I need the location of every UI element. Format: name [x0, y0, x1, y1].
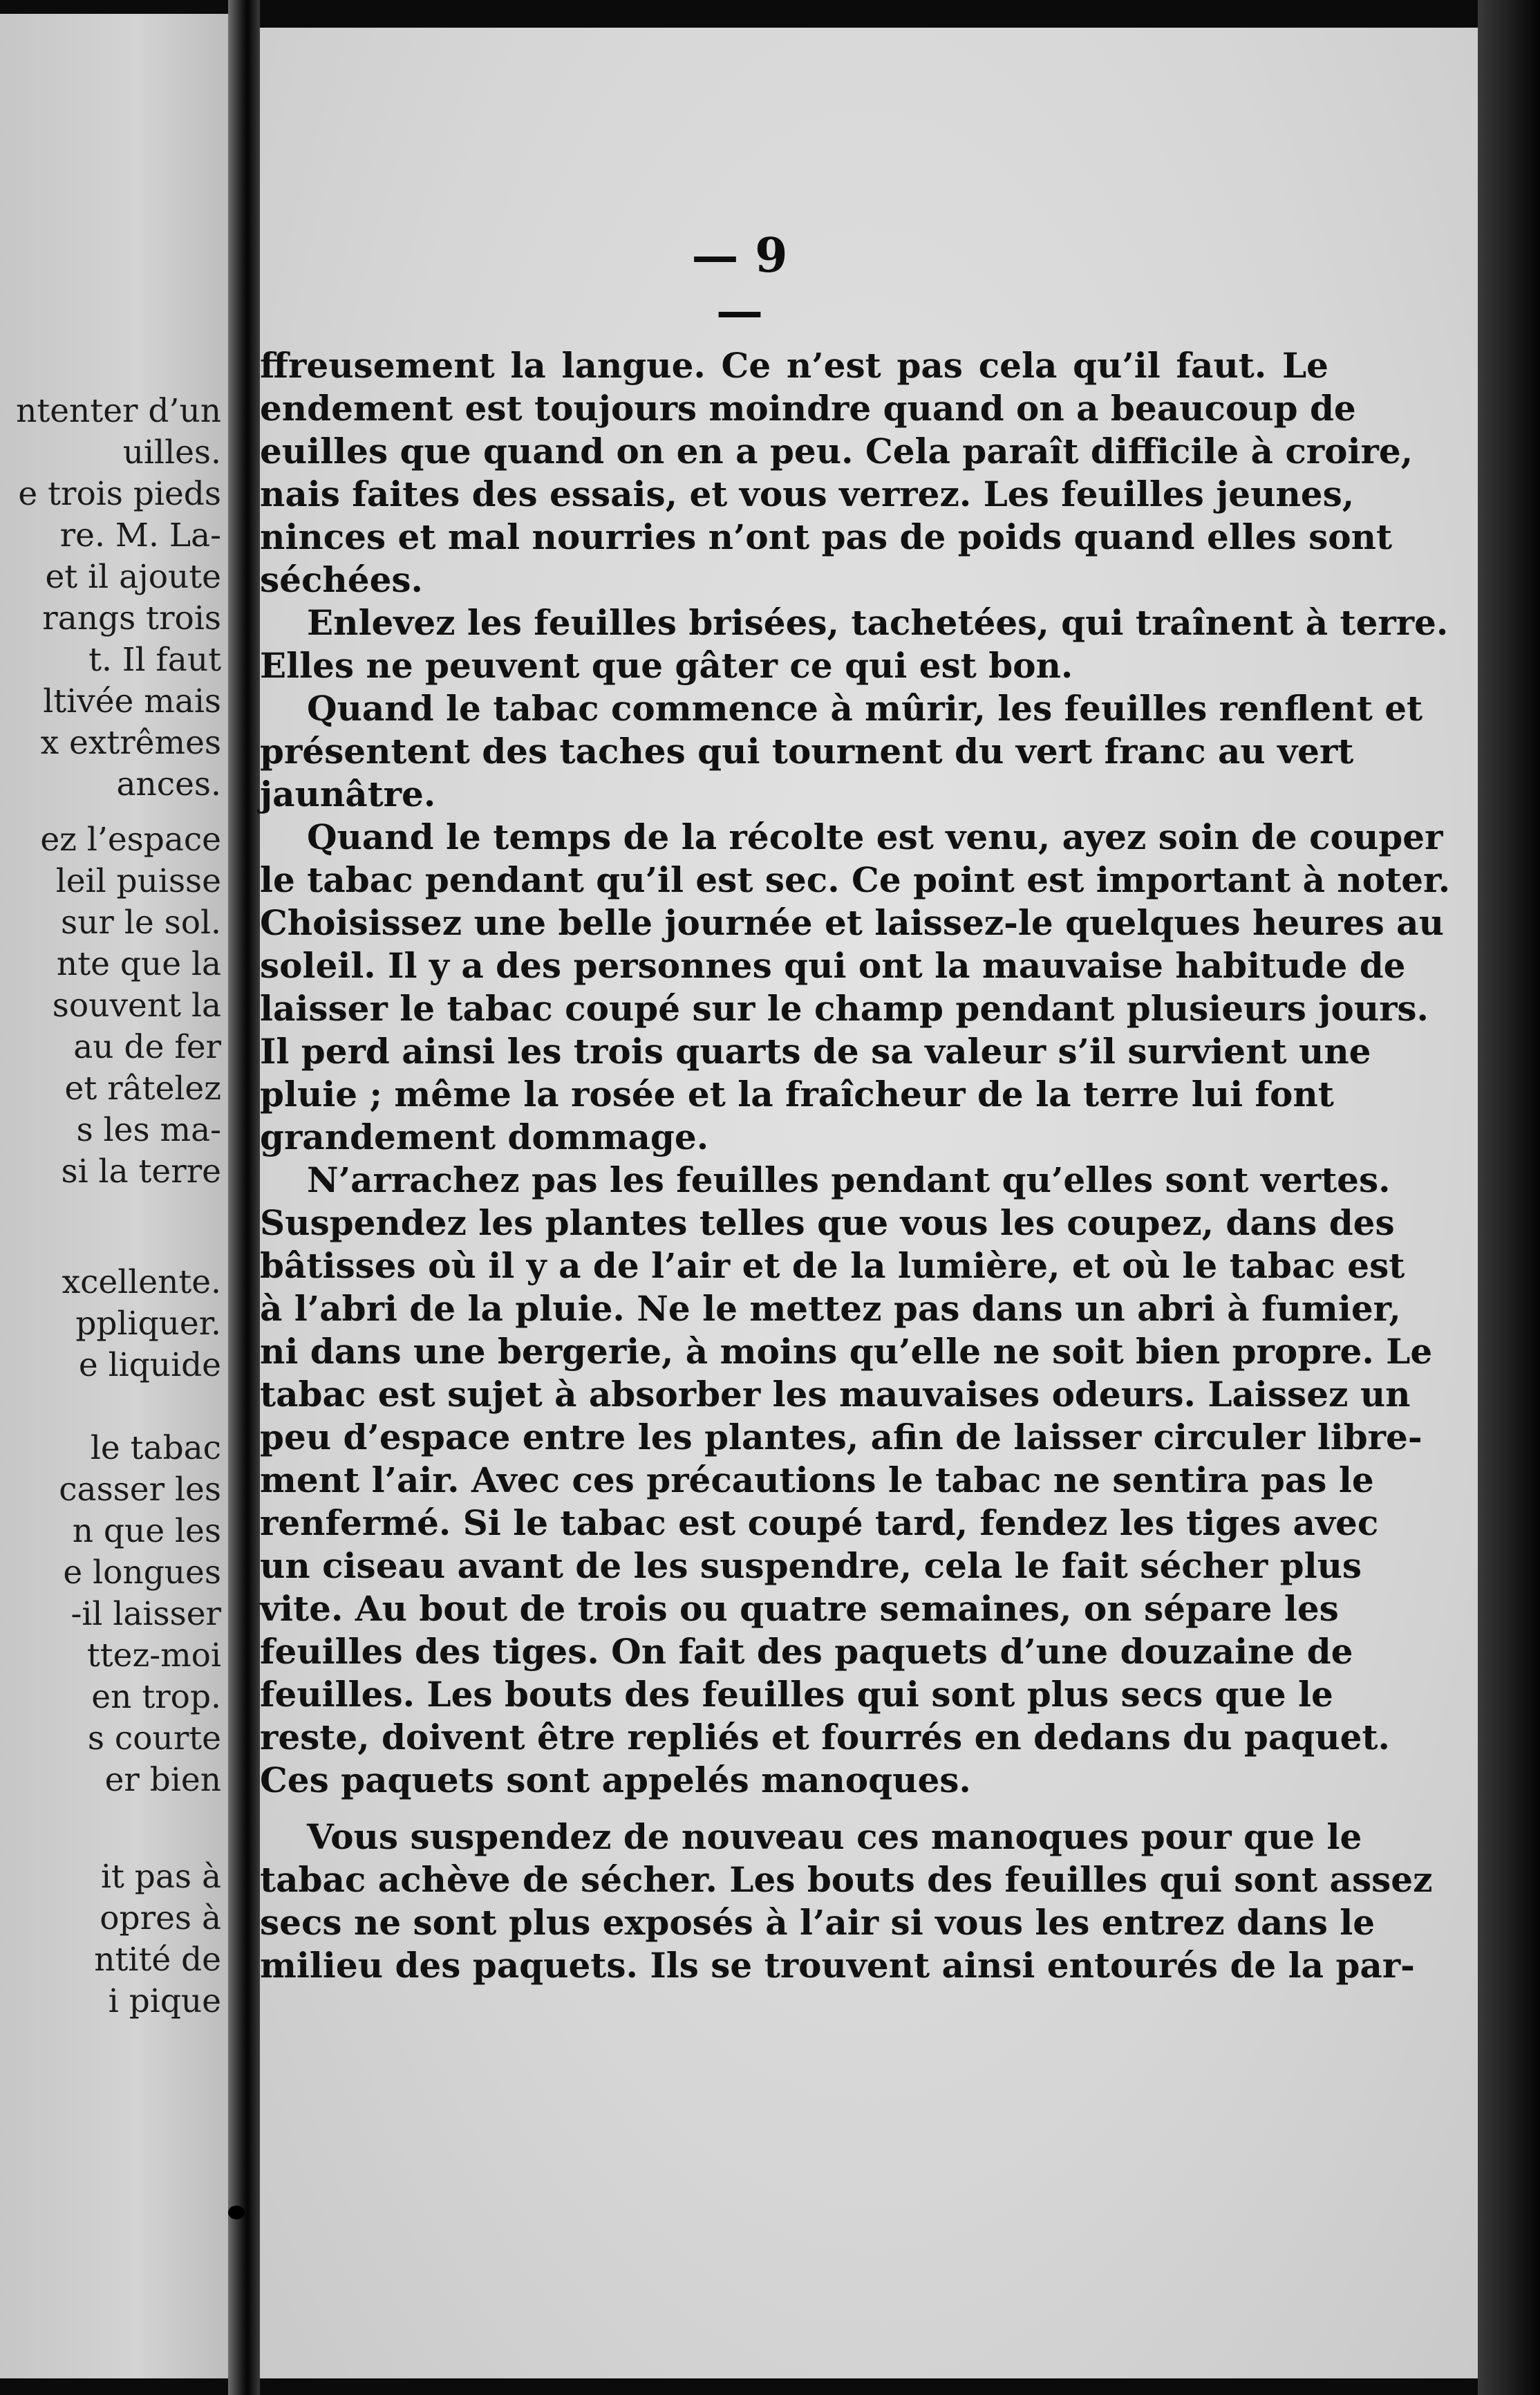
adjacent-page-line: uilles.	[122, 434, 221, 472]
body-line: Vous suspendez de nouveau ces manoques pour que le	[307, 1816, 1362, 1857]
body-line: à l’abri de la pluie. Ne le mettez pas dans un abri à fumier,	[260, 1288, 1401, 1329]
adjacent-page-line: casser les	[59, 1471, 221, 1509]
body-line: Elles ne peuvent que gâter ce qui est bon.	[260, 645, 1073, 686]
body-line: secs ne sont plus exposés à l’air si vous les entrez dans le	[260, 1902, 1375, 1943]
adjacent-page-line: souvent la	[52, 987, 221, 1025]
adjacent-page-line: sur le sol.	[61, 904, 221, 942]
adjacent-page-line: t. Il faut	[88, 641, 221, 679]
adjacent-page-line: s les ma-	[76, 1111, 221, 1149]
body-line: ninces et mal nourries n’ont pas de poids quand elles sont	[260, 516, 1393, 557]
body-line: Quand le tabac commence à mûrir, les feuilles renflent et	[307, 688, 1423, 729]
adjacent-page-line: e trois pieds	[18, 475, 221, 513]
body-line: N’arrachez pas les feuilles pendant qu’elles sont vertes.	[307, 1159, 1391, 1200]
body-line: séchées.	[260, 559, 423, 600]
adjacent-page-line: er bien	[104, 1761, 221, 1799]
body-line: le tabac pendant qu’il est sec. Ce point est important à noter.	[260, 859, 1451, 900]
adjacent-page-line: n que les	[72, 1512, 221, 1550]
body-line: peu d’espace entre les plantes, afin de laisser circuler libre-	[260, 1417, 1422, 1457]
adjacent-page-line: opres à	[100, 1899, 221, 1937]
body-line: ffreusement la langue. Ce n’est pas cela qu’il faut. Le	[260, 345, 1328, 386]
adjacent-page-line: rangs trois	[42, 599, 221, 637]
adjacent-page-line: si la terre	[61, 1153, 221, 1191]
book-gutter	[228, 0, 260, 2395]
body-line: Il perd ainsi les trois quarts de sa valeur s’il survient une	[260, 1031, 1371, 1072]
adjacent-page-line: i pique	[108, 1982, 221, 2020]
adjacent-page-line: e longues	[63, 1554, 221, 1592]
body-line: euilles que quand on en a peu. Cela paraît difficile à croire,	[260, 431, 1414, 472]
adjacent-page-line: leil puisse	[55, 862, 221, 900]
body-line: vite. Au bout de trois ou quatre semaines, on sépare les	[260, 1588, 1339, 1629]
adjacent-page-line: ntenter d’un	[16, 392, 221, 430]
body-line: ni dans une bergerie, à moins qu’elle ne soit bien propre. Le	[260, 1331, 1433, 1372]
body-line: Enlevez les feuilles brisées, tachetées, qui traînent à terre.	[307, 602, 1449, 643]
body-line: ment l’air. Avec ces précautions le tabac ne sentira pas le	[260, 1460, 1374, 1500]
body-line: Ces paquets sont appelés manoques.	[260, 1760, 971, 1800]
body-line: un ciseau avant de les suspendre, cela le fait sécher plus	[260, 1545, 1362, 1586]
body-line: Choisissez une belle journée et laissez-le quelques heures au	[260, 902, 1444, 943]
body-line: nais faites des essais, et vous verrez. Les feuilles jeunes,	[260, 474, 1355, 514]
adjacent-page-line: re. M. La-	[59, 516, 221, 555]
adjacent-page-line: et râtelez	[64, 1070, 221, 1108]
adjacent-page-line: en trop.	[91, 1678, 221, 1716]
adjacent-page-line: xcellente.	[62, 1263, 221, 1301]
adjacent-page-fragment	[0, 14, 228, 2378]
body-line: jaunâtre.	[260, 774, 436, 814]
body-line: feuilles des tiges. On fait des paquets d’une douzaine de	[260, 1631, 1353, 1672]
body-line: tabac est sujet à absorber les mauvaises odeurs. Laissez un	[260, 1374, 1411, 1415]
body-line: tabac achève de sécher. Les bouts des feuilles qui sont assez	[260, 1859, 1433, 1900]
adjacent-page-line: ppliquer.	[75, 1305, 221, 1343]
adjacent-page-line: et il ajoute	[45, 558, 221, 596]
adjacent-page-line: -il laisser	[71, 1595, 221, 1633]
body-line: milieu des paquets. Ils se trouvent ainsi entourés de la par-	[260, 1945, 1415, 1986]
body-line: reste, doivent être repliés et fourrés en dedans du paquet.	[260, 1717, 1390, 1758]
adjacent-page-line: nte que la	[56, 945, 221, 983]
body-line: présentent des taches qui tournent du vert franc au vert	[260, 731, 1354, 772]
body-line: pluie ; même la rosée et la fraîcheur de la terre lui font	[260, 1074, 1334, 1115]
body-line: grandement dommage.	[260, 1117, 709, 1157]
adjacent-page-line: e liquide	[78, 1346, 221, 1384]
body-line: feuilles. Les bouts des feuilles qui sont plus secs que le	[260, 1674, 1333, 1715]
page-edge-shadow	[1478, 0, 1540, 2395]
ink-blot	[228, 2206, 245, 2219]
body-line: renfermé. Si le tabac est coupé tard, fendez les tiges avec	[260, 1502, 1379, 1543]
page-number: — 9 —	[691, 228, 788, 339]
body-line: laisser le tabac coupé sur le champ pendant plusieurs jours.	[260, 988, 1429, 1029]
body-line: bâtisses où il y a de l’air et de la lumière, et où le tabac est	[260, 1245, 1405, 1286]
body-line: soleil. Il y a des personnes qui ont la mauvaise habitude de	[260, 945, 1406, 986]
adjacent-page-line: it pas à	[100, 1858, 221, 1896]
body-line: Quand le temps de la récolte est venu, ayez soin de couper	[307, 817, 1443, 857]
adjacent-page-line: ez l’espace	[40, 821, 221, 859]
adjacent-page-line: x extrêmes	[40, 724, 221, 762]
adjacent-page-line: ntité de	[94, 1941, 221, 1979]
body-line: endement est toujours moindre quand on a beaucoup de	[260, 388, 1356, 429]
adjacent-page-line: ances.	[116, 765, 221, 803]
adjacent-page-line: le tabac	[90, 1429, 221, 1467]
adjacent-page-line: s courte	[87, 1720, 221, 1758]
body-line: Suspendez les plantes telles que vous les coupez, dans des	[260, 1202, 1395, 1243]
adjacent-page-line: ttez-moi	[86, 1637, 221, 1675]
adjacent-page-line: ltivée mais	[43, 682, 221, 720]
adjacent-page-line: au de fer	[73, 1028, 221, 1066]
